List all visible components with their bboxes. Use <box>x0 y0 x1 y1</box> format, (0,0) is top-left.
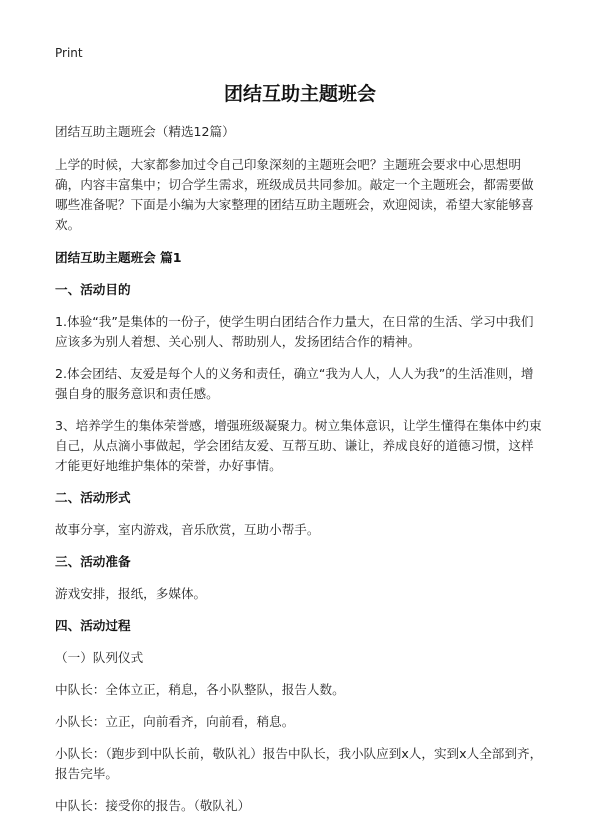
process-subheading: （一）队列仪式 <box>55 650 144 665</box>
print-link[interactable]: Print <box>55 46 83 60</box>
dialog-line: 小队长：（跑步到中队长前，敬队礼）报告中队长，我小队应到x人，实到x人全部到齐，报告完毕。 <box>55 746 543 781</box>
preparation-text: 游戏安排，报纸，多媒体。 <box>55 586 207 601</box>
section-heading-preparation: 三、活动准备 <box>55 554 131 569</box>
purpose-item-1: 1.体验“我”是集体的一份子，使学生明白团结合作力量大，在日常的生活、学习中我们应该多为别人着想、关心别人、帮助别人，发扬团结合作的精神。 <box>55 314 534 349</box>
section-heading-purpose: 一、活动目的 <box>55 282 131 297</box>
purpose-item-3: 3、培养学生的集体荣誉感，增强班级凝聚力。树立集体意识，让学生懂得在集体中约束自己，从点滴小事做起，学会团结友爱、互帮互助、谦让，养成良好的道德习惯，这样才能更好地维护集体的荣誉，办好事情。 <box>55 418 542 473</box>
dialog-line: 中队长：全体立正，稍息，各小队整队，报告人数。 <box>55 682 345 697</box>
dialog-line: 中队长：接受你的报告。（敬队礼） <box>55 798 251 813</box>
intro-paragraph: 上学的时候，大家都参加过令自己印象深刻的主题班会吧？主题班会要求中心思想明确，内容丰富集中；切合学生需求，班级成员共同参加。敲定一个主题班会，都需要做哪些准备呢？下面是小编为大家整理的团结互助主题班会，欢迎阅读，希望大家能够喜欢。 <box>55 157 534 232</box>
section-heading-format: 二、活动形式 <box>55 490 131 505</box>
page-title: 团结互助主题班会 <box>223 83 376 105</box>
article-body <box>55 122 546 828</box>
purpose-item-2: 2.体会团结、友爱是每个人的义务和责任，确立“我为人人，人人为我”的生活准则，增强自身的服务意识和责任感。 <box>55 366 534 401</box>
subtitle: 团结互助主题班会（精选12篇） <box>55 124 235 139</box>
format-text: 故事分享，室内游戏，音乐欣赏，互助小帮手。 <box>55 522 320 537</box>
section-heading-process: 四、活动过程 <box>55 618 131 633</box>
dialog-line: 小队长：立正，向前看齐，向前看，稍息。 <box>55 714 295 729</box>
article-heading: 团结互助主题班会 篇1 <box>55 250 182 265</box>
